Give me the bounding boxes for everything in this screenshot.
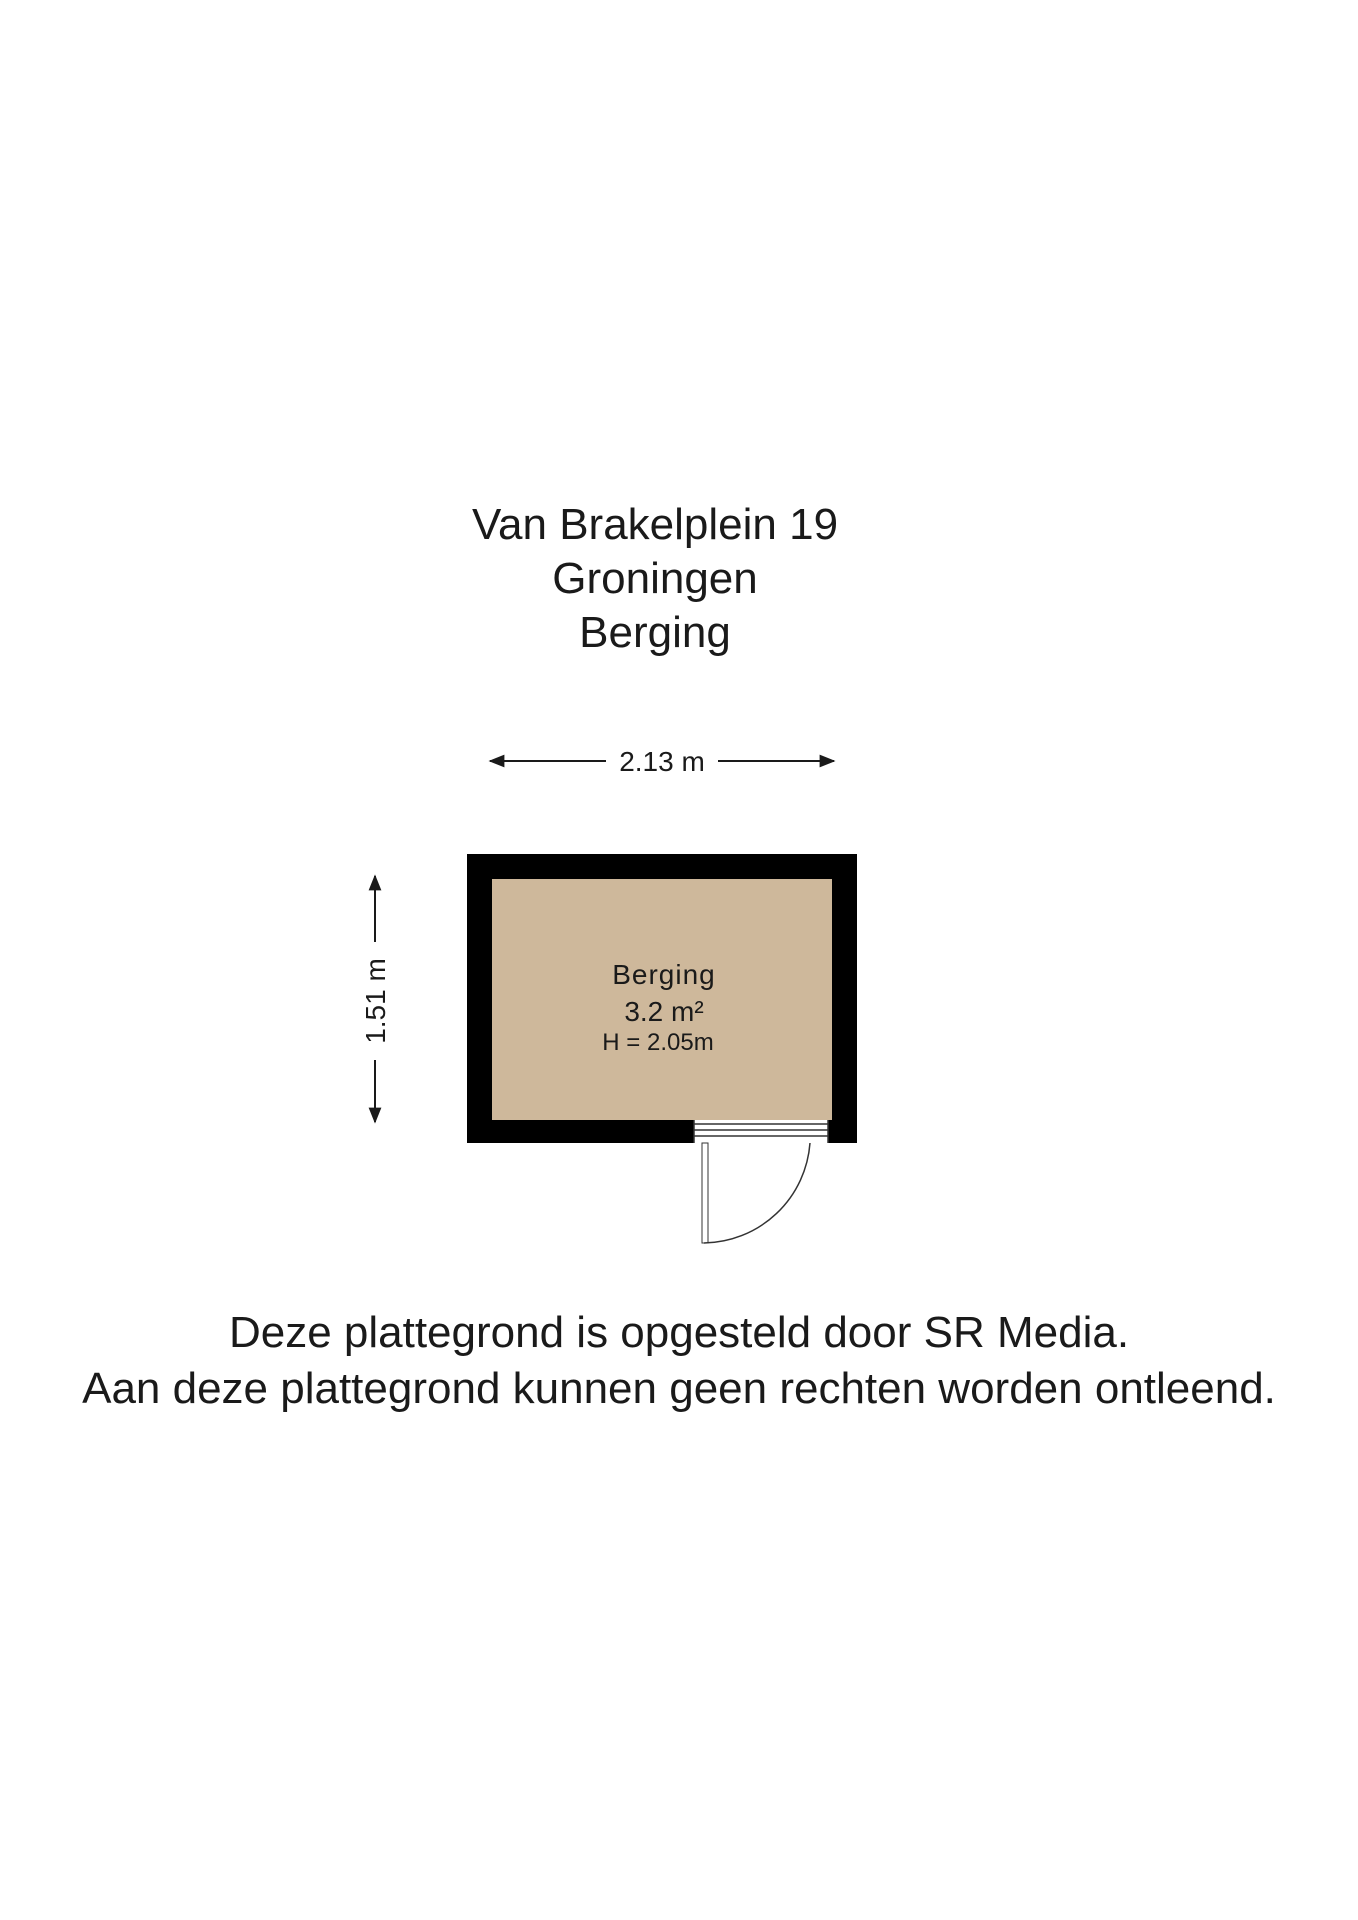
address-title: Van Brakelplein 19 bbox=[471, 500, 839, 549]
depth-dimension bbox=[360, 876, 391, 1122]
wall-bottom-right bbox=[828, 1120, 857, 1143]
door bbox=[702, 1143, 810, 1243]
disclaimer-line-2: Aan deze plattegrond kunnen geen rechten worden ontleend. bbox=[82, 1364, 1276, 1413]
width-dimension bbox=[490, 746, 834, 777]
room-name: Berging bbox=[612, 959, 716, 990]
width-label: 2.13 m bbox=[619, 746, 705, 777]
floor-title: Berging bbox=[579, 608, 731, 657]
city-title: Groningen bbox=[552, 554, 758, 603]
room-height: H = 2.05m bbox=[602, 1029, 714, 1056]
door-leaf-body bbox=[702, 1143, 708, 1243]
room-area: 3.2 m² bbox=[624, 996, 704, 1027]
wall-bottom-left bbox=[467, 1120, 694, 1143]
disclaimer bbox=[0, 1305, 1358, 1417]
depth-label: 1.51 m bbox=[360, 958, 391, 1044]
door-swing-arc bbox=[704, 1143, 810, 1243]
disclaimer-line-1: Deze plattegrond is opgesteld door SR Media. bbox=[228, 1308, 1130, 1357]
